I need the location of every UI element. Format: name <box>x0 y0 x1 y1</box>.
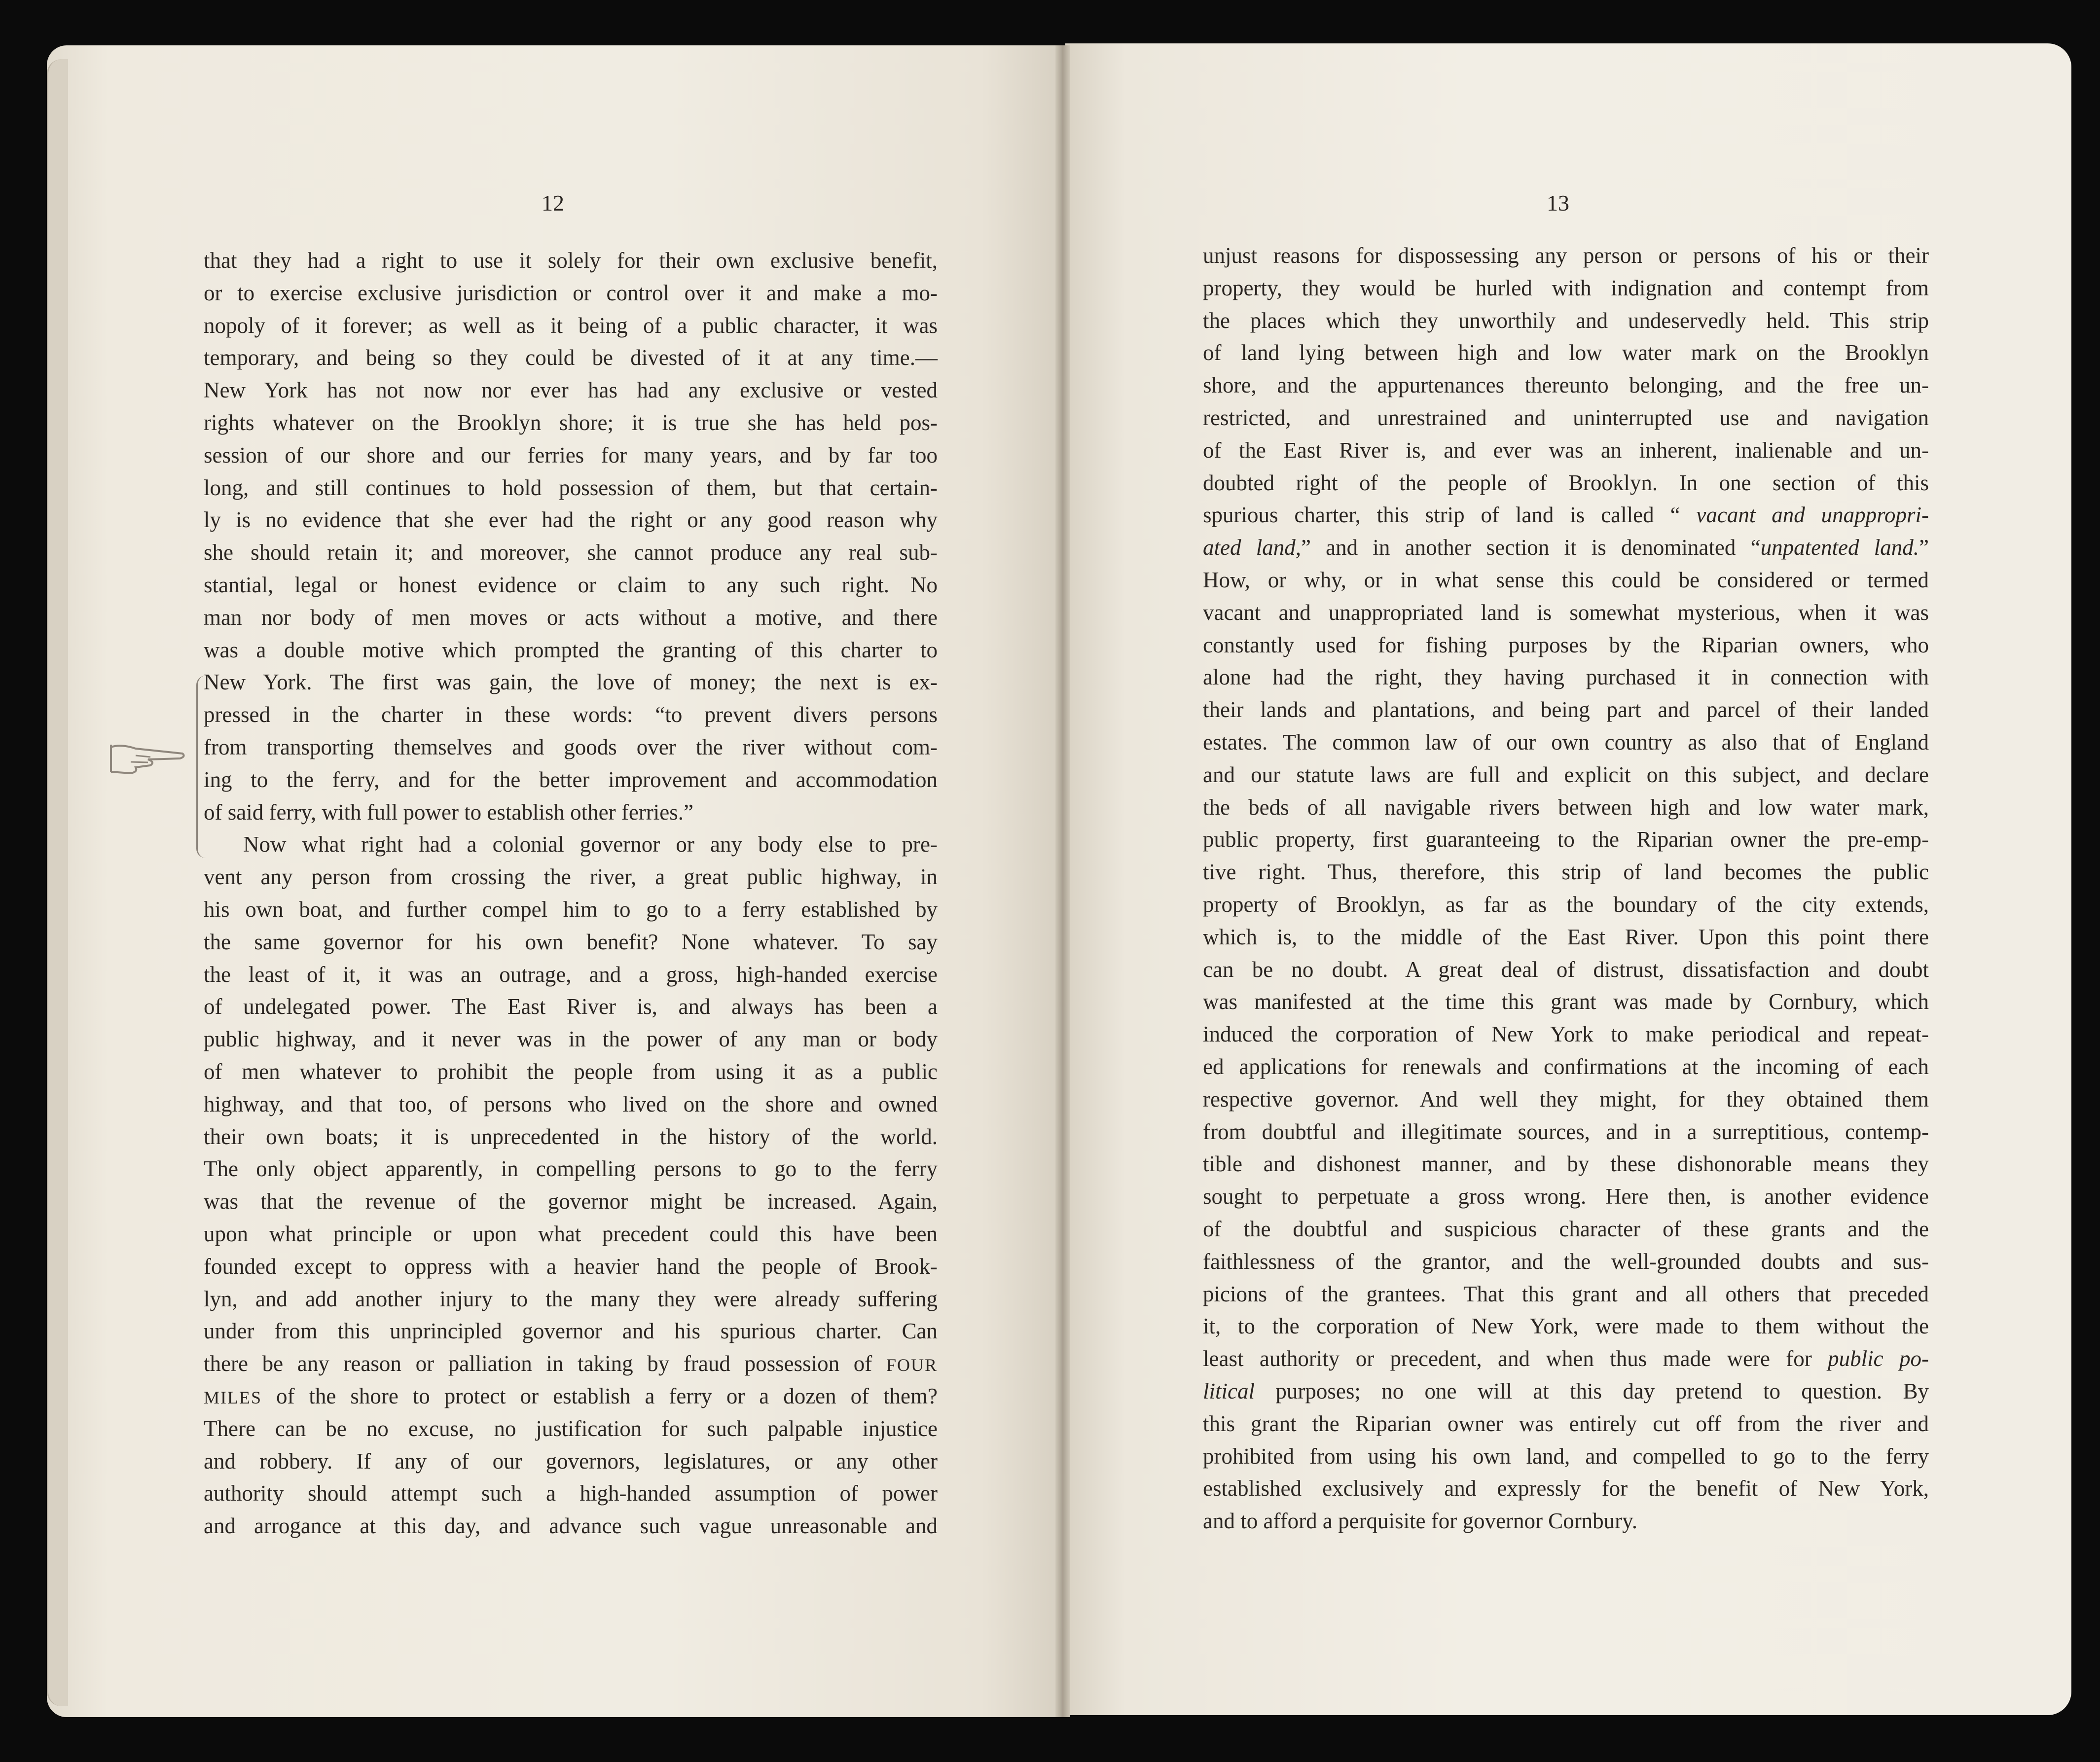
text-line <box>1203 469 1929 497</box>
text-segment: induced the corporation of New York to make periodical and repeat- <box>1203 1022 1929 1047</box>
text-segment: of undelegated power. The East River is, and always has been a <box>204 994 938 1019</box>
text-line <box>1203 988 1929 1015</box>
italic-text: ated land, <box>1203 535 1301 560</box>
text-segment: ly is no evidence that she ever had the right or any good reason why <box>204 507 938 533</box>
text-line <box>204 896 938 923</box>
text-segment: sought to perpetuate a gross wrong. Here then, is another evidence <box>1203 1184 1929 1209</box>
text-line <box>204 961 938 988</box>
text-segment: vacant and unappropriated land is somewhat mysterious, when it was <box>1203 600 1929 625</box>
text-segment: The only object apparently, in compelling persons to go to the ferry <box>204 1156 938 1182</box>
text-line <box>204 344 938 371</box>
text-line <box>1203 242 1929 269</box>
text-segment: doubted right of the people of Brooklyn. In one section of this <box>1203 470 1929 495</box>
text-segment: picions of the grantees. That this grant and all others that preceded <box>1203 1281 1929 1306</box>
text-segment: she should retain it; and moreover, she cannot produce any real sub- <box>204 540 938 565</box>
text-segment: New York. The first was gain, the love of money; the next is ex- <box>204 670 938 695</box>
text-line <box>1203 1053 1929 1080</box>
text-segment: There can be no excuse, no justification for such palpable injustice <box>204 1416 938 1441</box>
text-segment: stantial, legal or honest evidence or claim to any such right. No <box>204 573 938 597</box>
text-segment: and arrogance at this day, and advance such vague unreasonable and <box>204 1513 938 1539</box>
text-line <box>204 993 938 1020</box>
text-segment: lyn, and add another injury to the many they were already suffering <box>204 1286 938 1311</box>
text-segment: public highway, and it never was in the power of any man or body <box>204 1027 938 1052</box>
small-caps-text: MILES <box>204 1388 262 1407</box>
page-edges <box>47 59 68 1706</box>
text-line <box>1203 728 1929 756</box>
text-line <box>204 604 938 631</box>
text-segment: authority should attempt such a high-handed assumption of power <box>204 1481 938 1506</box>
text-line <box>1203 1474 1929 1502</box>
text-line <box>204 1123 938 1151</box>
text-segment: faithlessness of the grantor, and the well-grounded doubts and sus- <box>1203 1249 1929 1274</box>
text-segment: from doubtful and illegitimate sources, and in a surreptitious, contemp- <box>1203 1119 1929 1144</box>
text-segment: established exclusively and expressly for the benefit of New York, <box>1203 1476 1929 1501</box>
text-segment: the same governor for his own benefit? None whatever. To say <box>204 929 938 954</box>
text-segment: which is, to the middle of the East River. Upon this point there <box>1203 924 1929 949</box>
text-segment: New York has not now nor ever has had any exclusive or vested <box>204 378 938 403</box>
text-line <box>1203 826 1929 853</box>
text-segment: the beds of all navigable rivers between high and low water mark, <box>1203 794 1929 820</box>
text-line <box>1203 1150 1929 1178</box>
text-segment: alone had the right, they having purchased it in connection with <box>1203 665 1929 690</box>
text-line <box>204 1025 938 1053</box>
text-line <box>1203 696 1929 723</box>
text-line <box>204 1253 938 1280</box>
text-segment: ” and in another section it is denominated “ <box>1301 535 1761 560</box>
text-line <box>204 636 938 664</box>
text-line <box>1203 436 1929 464</box>
text-line <box>1203 1118 1929 1146</box>
text-segment: was manifested at the time this grant was made by Cornbury, which <box>1203 989 1929 1014</box>
text-line <box>1203 501 1929 529</box>
text-line <box>1203 793 1929 821</box>
text-line <box>204 701 938 728</box>
text-line <box>204 798 938 826</box>
text-line <box>204 474 938 502</box>
text-line <box>1203 1020 1929 1048</box>
text-line <box>1203 761 1929 789</box>
text-segment: the least of it, it was an outrage, and a gross, high-handed exercise <box>204 962 938 987</box>
text-line <box>1203 274 1929 302</box>
text-line <box>1203 1280 1929 1308</box>
text-segment: tible and dishonest manner, and by these dishonorable means they <box>1203 1151 1929 1177</box>
text-line <box>204 1058 938 1085</box>
text-line <box>1203 1377 1929 1405</box>
text-segment: How, or why, or in what sense this could be considered or termed <box>1203 568 1929 592</box>
text-segment: their own boats; it is unprecedented in the history of the world. <box>204 1124 938 1149</box>
italic-text: vacant and unappropri- <box>1696 503 1929 528</box>
text-line <box>1203 534 1929 561</box>
text-segment: and robbery. If any of our governors, legislatures, or any other <box>204 1448 938 1474</box>
text-line <box>204 1285 938 1313</box>
text-line <box>1203 599 1929 626</box>
text-segment: highway, and that too, of persons who lived on the shore and owned <box>204 1091 938 1116</box>
text-line <box>204 1447 938 1475</box>
text-segment: nopoly of it forever; as well as it being of a public character, it was <box>204 313 938 338</box>
text-segment: ed applications for renewals and confirmations at the incoming of each <box>1203 1054 1929 1079</box>
text-line <box>204 928 938 956</box>
text-segment: there be any reason or palliation in taking by fraud possession of <box>204 1351 886 1376</box>
text-line <box>204 863 938 891</box>
text-segment: was a double motive which prompted the granting of this charter to <box>204 637 938 662</box>
text-segment: it, to the corporation of New York, were made to them without the <box>1203 1314 1929 1339</box>
text-segment: ing to the ferry, and for the better improvement and accommodation <box>204 767 938 792</box>
text-line <box>204 247 938 274</box>
text-segment: was that the revenue of the governor might be increased. Again, <box>204 1189 938 1214</box>
text-segment: this grant the Riparian owner was entirely cut off from the river and <box>1203 1411 1929 1436</box>
text-line <box>1203 956 1929 983</box>
text-segment: unjust reasons for dispossessing any person or persons of his or their <box>1203 243 1929 268</box>
text-segment: upon what principle or upon what precedent could this have been <box>204 1222 938 1246</box>
text-line <box>1203 1183 1929 1210</box>
text-line <box>204 1317 938 1345</box>
text-segment: their lands and plantations, and being part and parcel of their landed <box>1203 697 1929 722</box>
text-segment: ” <box>1919 535 1929 560</box>
italic-text: unpatented land. <box>1760 535 1919 560</box>
text-line <box>1203 663 1929 691</box>
italic-text: litical <box>1203 1379 1255 1403</box>
text-segment: and to afford a perquisite for governor Cornbury. <box>1203 1509 1637 1534</box>
text-segment: rights whatever on the Brooklyn shore; it is true she has held pos- <box>204 410 938 435</box>
text-line <box>204 1382 938 1411</box>
text-line <box>204 766 938 793</box>
text-segment: estates. The common law of our own country as also that of England <box>1203 730 1929 755</box>
text-segment: of the shore to protect or establish a ferry or a dozen of them? <box>262 1384 938 1408</box>
text-segment: that they had a right to use it solely for their own exclusive benefit, <box>204 248 938 273</box>
text-segment: Now what right had a colonial governor or any body else to pre- <box>243 832 938 857</box>
text-line <box>1203 371 1929 399</box>
text-segment: pressed in the charter in these words: “to prevent divers persons <box>204 702 938 727</box>
text-line <box>204 571 938 599</box>
pointing-hand-icon <box>101 735 190 779</box>
text-segment: spurious charter, this strip of land is called “ <box>1203 503 1697 528</box>
text-line <box>1203 1085 1929 1113</box>
text-line <box>204 376 938 404</box>
text-line <box>204 1090 938 1118</box>
small-caps-text: FOUR <box>886 1355 938 1375</box>
text-line <box>204 312 938 339</box>
text-line <box>1203 307 1929 334</box>
text-line <box>204 733 938 761</box>
text-line <box>204 279 938 307</box>
text-line <box>204 1512 938 1540</box>
text-segment: founded except to oppress with a heavier hand the people of Brook- <box>204 1254 938 1279</box>
page-number-right: 13 <box>1547 190 1569 216</box>
text-segment: restricted, and unrestrained and uninterrupted use and navigation <box>1203 405 1929 430</box>
text-line <box>204 539 938 566</box>
text-segment: constantly used for fishing purposes by the Riparian owners, who <box>1203 632 1929 657</box>
text-segment: his own boat, and further compel him to go to a ferry established by <box>204 897 938 922</box>
text-line <box>1203 339 1929 366</box>
text-line <box>1203 566 1929 594</box>
text-line <box>204 1350 938 1379</box>
text-segment: temporary, and being so they could be divested of it at any time.— <box>204 345 938 370</box>
text-line <box>204 1479 938 1507</box>
text-segment: public property, first guaranteeing to the Riparian owner the pre-emp- <box>1203 827 1929 852</box>
text-line <box>1203 858 1929 886</box>
text-segment: least authority or precedent, and when thus made were for <box>1203 1346 1828 1371</box>
text-line <box>204 1415 938 1442</box>
text-segment: property of Brooklyn, as far as the boundary of the city extends, <box>1203 892 1929 917</box>
text-segment: purposes; no one will at this day pretend to question. By <box>1255 1379 1929 1403</box>
text-segment: under from this unprincipled governor and his spurious charter. Can <box>204 1319 938 1344</box>
text-segment: of the East River is, and ever was an inherent, inalienable and un- <box>1203 437 1929 463</box>
text-segment: prohibited from using his own land, and compelled to go to the ferry <box>1203 1443 1929 1469</box>
text-line <box>204 409 938 436</box>
text-line <box>1203 1215 1929 1243</box>
text-segment: from transporting themselves and goods over the river without com- <box>204 735 938 759</box>
text-segment: of said ferry, with full power to establish other ferries.” <box>204 799 694 825</box>
text-line <box>1203 1442 1929 1470</box>
text-line <box>1203 923 1929 951</box>
text-line <box>1203 631 1929 659</box>
text-segment: tive right. Thus, therefore, this strip of land becomes the public <box>1203 860 1929 885</box>
text-segment: of land lying between high and low water mark on the Brooklyn <box>1203 340 1929 365</box>
text-segment: can be no doubt. A great deal of distrust, dissatisfaction and doubt <box>1203 957 1929 982</box>
text-segment: man nor body of men moves or acts without a motive, and there <box>204 605 938 630</box>
book-gutter <box>1055 45 1070 1717</box>
italic-text: public po- <box>1828 1346 1929 1371</box>
text-segment: property, they would be hurled with indignation and contempt from <box>1203 275 1929 300</box>
text-segment: respective governor. And well they might, for they obtained them <box>1203 1086 1929 1112</box>
text-line <box>204 441 938 469</box>
text-line <box>243 830 938 858</box>
text-segment: and our statute laws are full and explicit on this subject, and declare <box>1203 762 1929 787</box>
text-line <box>1203 1507 1929 1535</box>
text-segment: shore, and the appurtenances thereunto belonging, and the free un- <box>1203 373 1929 398</box>
text-line <box>204 1187 938 1215</box>
text-line <box>1203 1312 1929 1340</box>
text-line <box>204 1155 938 1183</box>
text-line <box>1203 1345 1929 1372</box>
page-number-left: 12 <box>542 190 564 216</box>
text-line <box>204 1220 938 1248</box>
text-segment: vent any person from crossing the river, a great public highway, in <box>204 864 938 890</box>
text-segment: of men whatever to prohibit the people from using it as a public <box>204 1059 938 1084</box>
text-line <box>204 506 938 534</box>
text-line <box>1203 891 1929 918</box>
text-segment: of the doubtful and suspicious character of these grants and the <box>1203 1217 1929 1241</box>
text-segment: long, and still continues to hold possession of them, but that certain- <box>204 475 938 500</box>
text-line <box>1203 404 1929 432</box>
text-line <box>204 668 938 696</box>
text-segment: or to exercise exclusive jurisdiction or control over it and make a mo- <box>204 280 938 305</box>
text-segment: the places which they unworthily and undeservedly held. This strip <box>1203 308 1929 333</box>
text-line <box>1203 1248 1929 1275</box>
text-segment: session of our shore and our ferries for many years, and by far too <box>204 442 938 467</box>
text-line <box>1203 1410 1929 1438</box>
